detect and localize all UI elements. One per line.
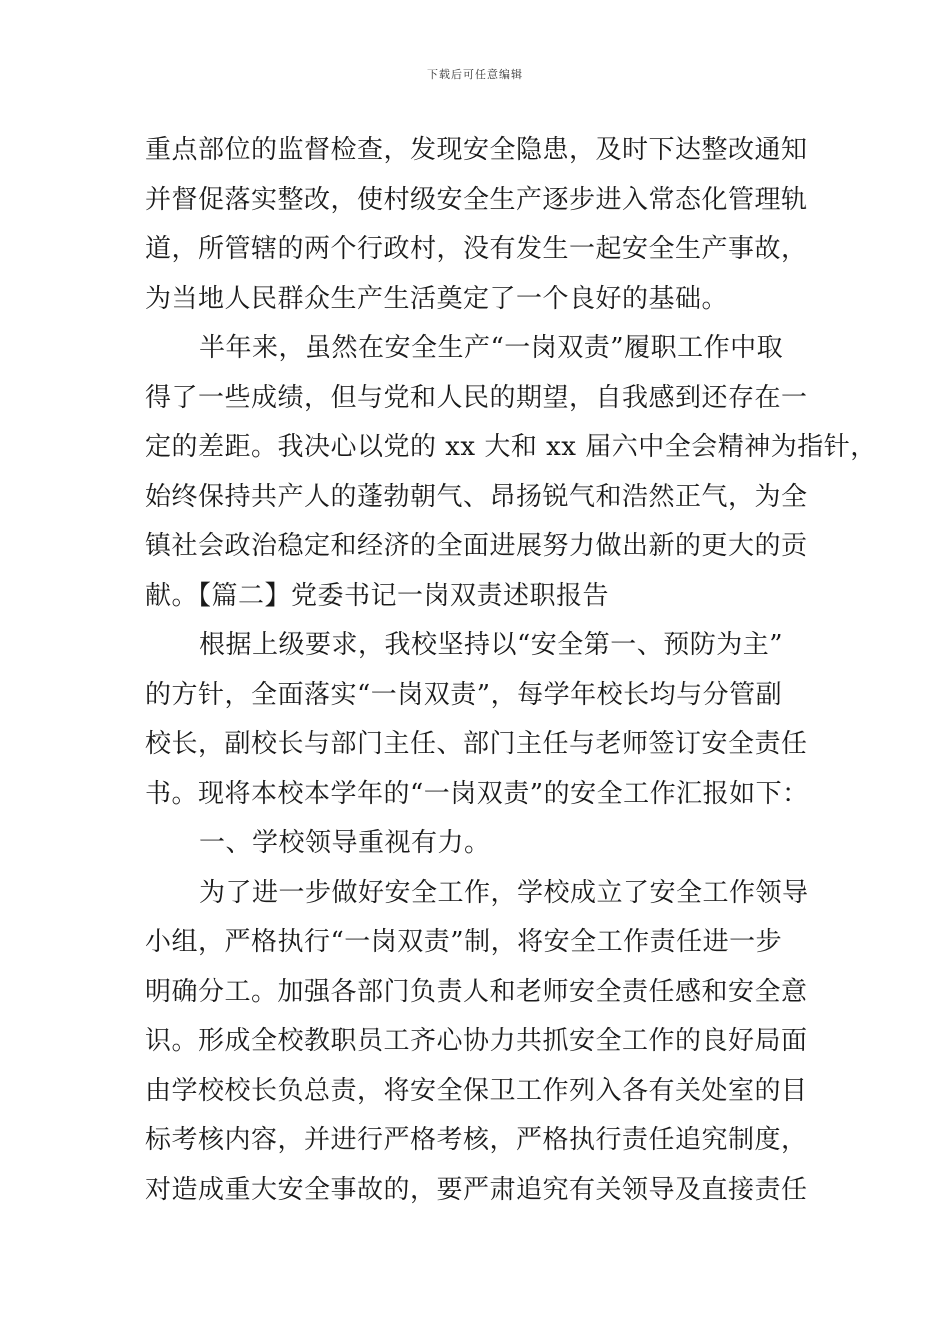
- text-line: 献。【篇二】党委书记一岗双责述职报告: [145, 580, 610, 611]
- page-header: 下载后可任意编辑: [427, 68, 523, 81]
- text-line: 对造成重大安全事故的，要严肃追究有关领导及直接责任: [145, 1174, 808, 1205]
- text-line: 得了一些成绩，但与党和人民的期望，自我感到还存在一: [145, 382, 808, 413]
- text-line: 书。现将本校本学年的“一岗双责”的安全工作汇报如下：: [145, 778, 809, 809]
- section-heading: 一、学校领导重视有力。: [199, 828, 491, 858]
- text-line: 校长，副校长与部门主任、部门主任与老师签订安全责任: [145, 729, 808, 759]
- text-line: 为当地人民群众生产生活奠定了一个良好的基础。: [145, 283, 729, 314]
- text-line: 并督促落实整改，使村级安全生产逐步进入常态化管理轨: [145, 184, 808, 215]
- text-line: 定的差距。我决心以党的 xx 大和 xx 届六中全会精神为指针，: [145, 432, 877, 462]
- text-line: 小组，严格执行“一岗双责”制，将安全工作责任进一步: [145, 927, 783, 957]
- text-line: 明确分工。加强各部门负责人和老师安全责任感和安全意: [145, 976, 808, 1007]
- text-line: 始终保持共产人的蓬勃朝气、昂扬锐气和浩然正气，为全: [145, 481, 808, 512]
- paragraph-start-line: 根据上级要求，我校坚持以“安全第一、预防为主”: [199, 630, 784, 660]
- text-line: 镇社会政治稳定和经济的全面进展努力做出新的更大的贡: [145, 531, 808, 561]
- text-line: 道，所管辖的两个行政村，没有发生一起安全生产事故，: [145, 234, 808, 264]
- paragraph-start-line: 为了进一步做好安全工作，学校成立了安全工作领导: [199, 877, 809, 908]
- text-line: 的方针，全面落实“一岗双责”，每学年校长均与分管副: [145, 679, 783, 710]
- text-line: 由学校校长负总责，将安全保卫工作列入各有关处室的目: [145, 1075, 808, 1106]
- document-body: [145, 126, 877, 1215]
- paragraph-start-line: 半年来，虽然在安全生产“一岗双责”履职工作中取: [199, 333, 784, 363]
- text-line: 重点部位的监督检查，发现安全隐患，及时下达整改通知: [145, 135, 808, 165]
- text-line: 识。形成全校教职员工齐心协力共抓安全工作的良好局面: [145, 1026, 808, 1056]
- text-line: 标考核内容，并进行严格考核，严格执行责任追究制度，: [145, 1125, 808, 1155]
